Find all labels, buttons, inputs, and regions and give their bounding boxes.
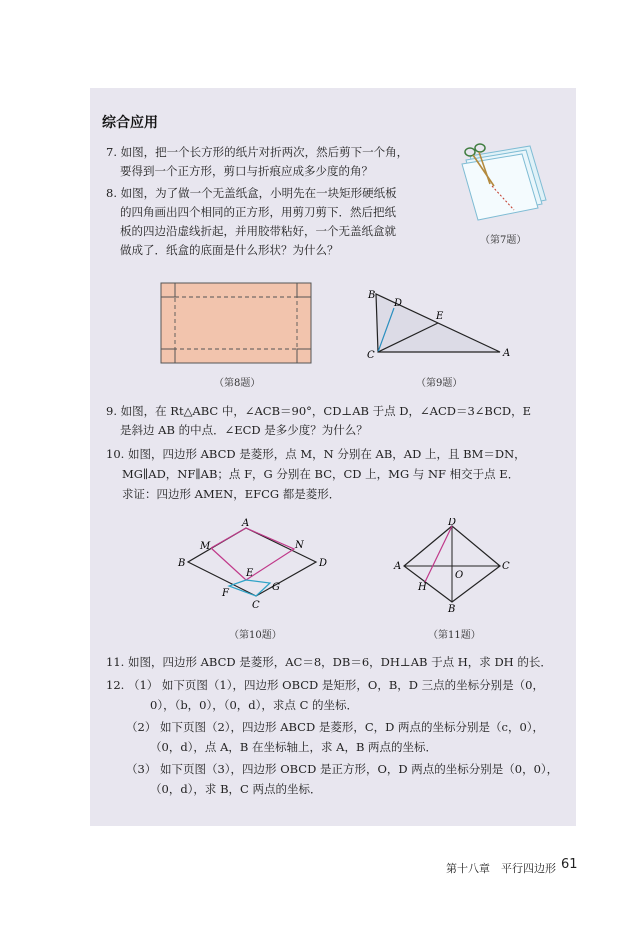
q8-line-3: 板的四边沿虚线折起，并用胶带粘好，一个无盖纸盒就 [120,224,396,238]
q8-line-2: 的四角画出四个相同的正方形，用剪刀剪下．然后把纸 [120,205,396,219]
fig10-label-e: E [246,568,254,579]
fig10-label-n: N [295,540,304,551]
q8-line-4: 做成了．纸盒的底面是什么形状？为什么？ [120,243,339,257]
q11-line-1: 11. 如图，四边形 ABCD 是菱形，AC＝8，DB＝6，DH⊥AB 于点 H，求 DH 的长． [106,655,552,669]
caption-fig8: （第8题） [214,378,261,389]
caption-fig7: （第7题） [480,235,527,246]
caption-fig10: （第10题） [229,630,282,641]
fig10-label-m: M [200,541,211,552]
figure-8-cardboard [158,280,314,366]
page-number: 61 [561,857,578,872]
fig11-label-c: C [502,561,510,572]
fig9-label-c: C [367,350,375,361]
q7-line-1: 7. 如图，把一个长方形的纸片对折两次，然后剪下一个角， [106,145,409,159]
fig11-label-h: H [418,582,427,593]
fig9-label-a: A [503,348,511,359]
fig9-label-d: D [394,298,403,309]
fig10-label-f: F [222,588,229,599]
q12-line-4: （0，d），点 A，B 在坐标轴上，求 A，B 两点的坐标． [150,740,438,754]
figure-11-rhombus [392,518,512,614]
q12-line-5: （3） 如下页图（3），四边形 OBCD 是正方形，O，D 两点的坐标分别是（0，0）， [126,762,559,776]
q10-line-2: MG∥AD，NF∥AB；点 F，G 分别在 BC，CD 上，MG 与 NF 相交于点 E． [122,467,520,481]
q12-line-2: 0），（b，0），（0，d），求点 C 的坐标． [150,698,359,712]
section-heading: 综合应用 [102,115,158,131]
caption-fig11: （第11题） [428,630,481,641]
chapter-footer: 第十八章 平行四边形 [446,862,556,875]
q10-line-1: 10. 如图，四边形 ABCD 是菱形，点 M，N 分别在 AB，AD 上，且 BM＝DN， [106,447,526,461]
figure-9-triangle [366,286,516,366]
q7-line-2: 要得到一个正方形，剪口与折痕应成多少度的角？ [120,164,373,178]
fig10-label-b: B [178,558,186,569]
fig10-label-c: C [252,600,260,611]
fig9-label-b: B [368,290,376,301]
figure-10-rhombus [174,518,330,614]
fig11-label-b: B [448,604,456,614]
fig10-label-g: G [272,582,280,593]
q10-line-3: 求证：四边形 AMEN，EFCG 都是菱形． [122,487,341,501]
q9-line-2: 是斜边 AB 的中点．∠ECD 是多少度？为什么？ [120,423,368,437]
fig11-label-a: A [394,561,402,572]
q12-line-6: （0，d），求 B，C 两点的坐标． [150,782,322,796]
q8-line-1: 8. 如图，为了做一个无盖纸盒，小明先在一块矩形硬纸板 [106,186,397,200]
fig10-label-a: A [242,518,250,529]
fig11-label-o: O [455,570,464,581]
fig11-label-d: D [448,518,457,528]
fig9-label-e: E [436,311,444,322]
fig10-label-d: D [319,558,328,569]
q12-line-1: 12. （1） 如下页图（1），四边形 OBCD 是矩形，O，B，D 三点的坐标分别是（0， [106,678,544,692]
q9-line-1: 9. 如图，在 Rt△ABC 中，∠ACB＝90°，CD⊥AB 于点 D，∠ACD＝3∠BCD，E [106,404,532,418]
caption-fig9: （第9题） [416,378,463,389]
q12-line-3: （2） 如下页图（2），四边形 ABCD 是菱形，C，D 两点的坐标分别是（c，0）， [126,720,545,734]
figure-7-paper-scissors [452,138,562,228]
